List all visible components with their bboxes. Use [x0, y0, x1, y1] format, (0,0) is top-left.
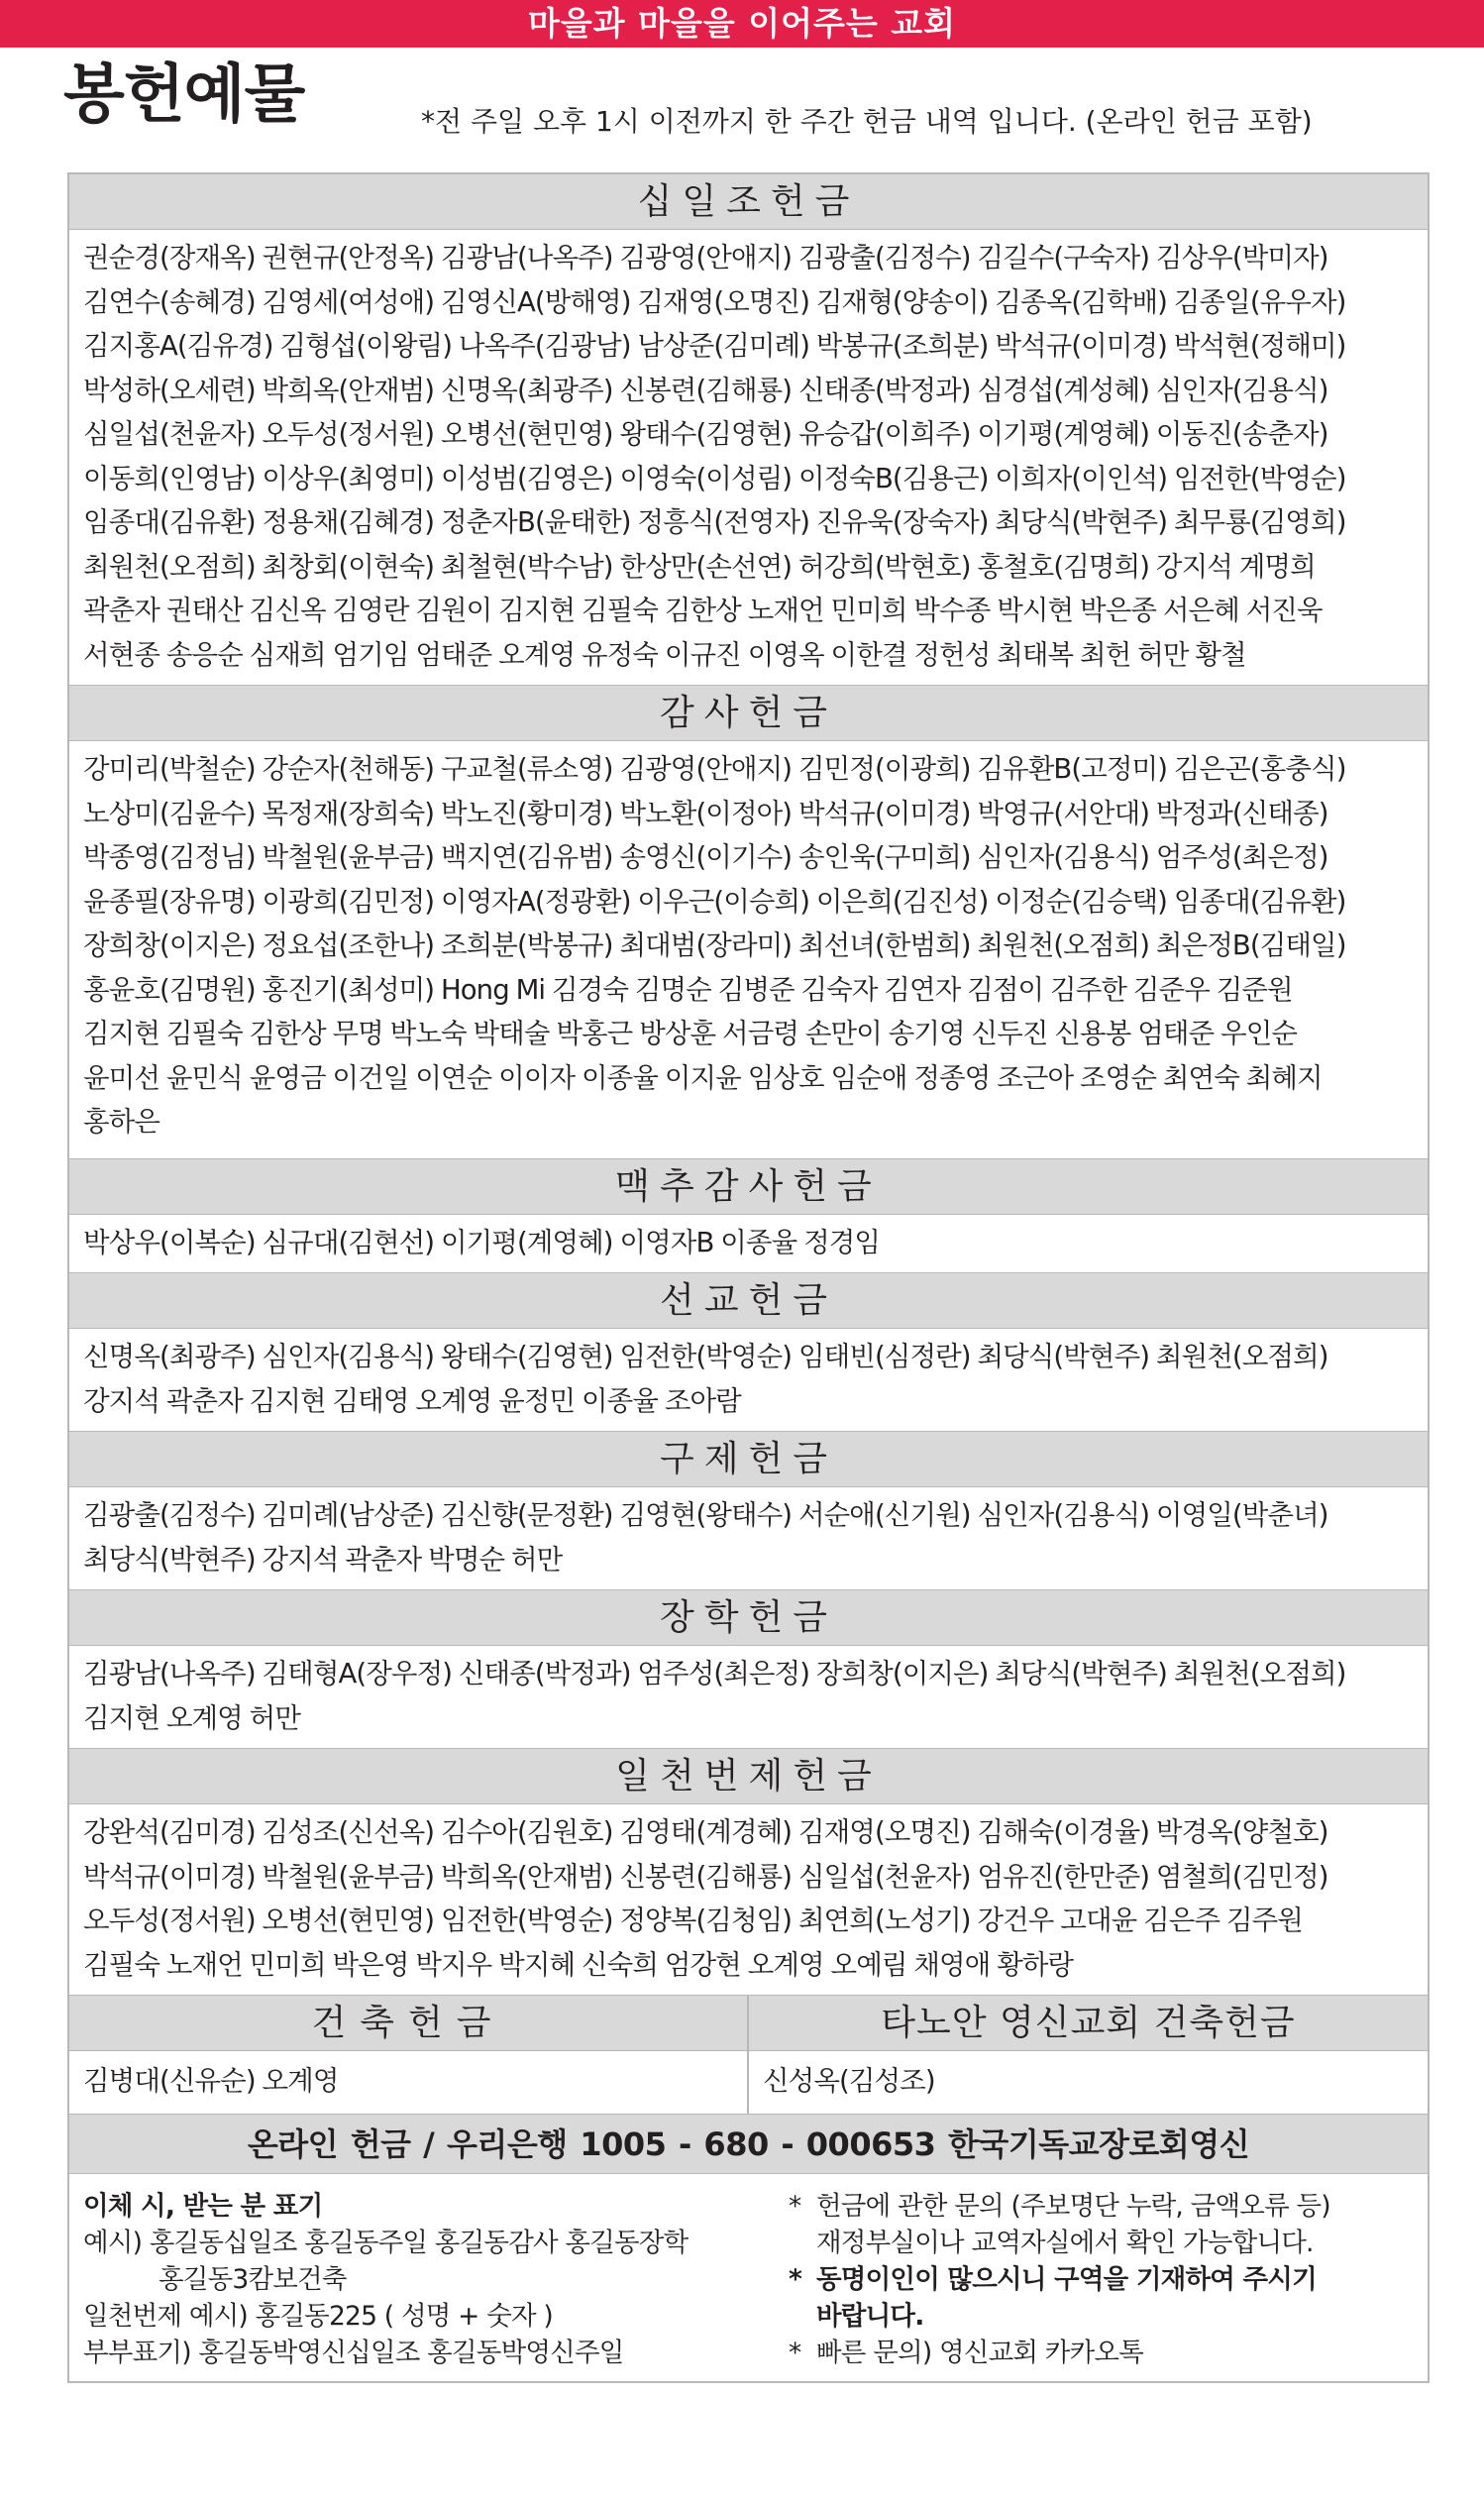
- name-line: 김지현 김필숙 김한상 무명 박노숙 박태술 박홍근 방상훈 서금령 손만이 송기영 신두진 신용봉 엄태준 우인순: [83, 1018, 1298, 1049]
- name-line: 장희창(이지은) 정요섭(조한나) 조희분(박봉규) 최대범(장라미) 최선녀(한범희) 최원천(오점희) 최은정B(김태일): [83, 929, 1346, 961]
- building-names: 김병대(신유순) 오계영: [83, 2065, 339, 2097]
- building-offering-row: [69, 1996, 1428, 2115]
- offering-notes: [789, 2188, 1414, 2371]
- section-names: [69, 741, 1428, 1159]
- name-line: 강지석 곽춘자 김지현 김태영 오계영 윤정민 이종율 조아람: [83, 1384, 741, 1417]
- name-line: 오두성(정서원) 오병선(현민영) 임전한(박영순) 정양복(김청임) 최연희(노성기) 강건우 고대윤 김은주 김주원: [83, 1905, 1303, 1936]
- note-inquiry-text: [816, 2188, 1330, 2261]
- online-offering-info: [69, 2174, 1428, 2381]
- name-line: 홍윤호(김명원) 홍진기(최성미) Hong Mi 김경숙 김명순 김병준 김숙자 김연자 김점이 김주한 김준우 김준원: [83, 973, 1293, 1006]
- name-line: 김지현 오계영 허만: [83, 1701, 301, 1734]
- transfer-guide-heading: 이체 시, 받는 분 표기: [83, 2190, 323, 2222]
- name-line: 박성하(오세련) 박희옥(안재범) 신명옥(최광주) 신봉련(김해룡) 신태종(박정과) 심경섭(계성혜) 심인자(김용식): [83, 374, 1328, 406]
- note-inquiry: [789, 2188, 1414, 2261]
- church-banner: 마을과 마을을 이어주는 교회: [0, 0, 1484, 48]
- page-subtitle: *전 주일 오후 1시 이전까지 한 주간 헌금 내역 입니다. (온라인 헌금 포함): [421, 105, 1313, 138]
- name-line: 박상우(이복순) 심규대(김현선) 이기평(계영혜) 이영자B 이종율 정경임: [83, 1226, 881, 1258]
- page-title: 봉헌예물: [63, 58, 305, 132]
- transfer-name-guide: [83, 2188, 789, 2371]
- name-line: 최당식(박현주) 강지석 곽춘자 박명순 허만: [83, 1543, 563, 1576]
- name-line: 김지홍A(김유경) 김형섭(이왕림) 나옥주(김광남) 남상준(김미례) 박봉규(조희분) 박석규(이미경) 박석현(정해미): [83, 330, 1346, 362]
- section-title: 선교헌금: [69, 1273, 1428, 1329]
- building-offering: [69, 1996, 749, 2114]
- note-inquiry-line-1: 헌금에 관한 문의 (주보명단 누락, 금액오류 등): [816, 2190, 1330, 2222]
- name-line: 이동희(인영남) 이상우(최영미) 이성범(김영은) 이영숙(이성림) 이정숙B(김용근) 이희자(이인석) 임전한(박영순): [83, 462, 1346, 494]
- note-bullet: *: [789, 2263, 802, 2295]
- online-offering-account: 온라인 헌금 / 우리은행 1005 - 680 - 000653 한국기독교장로회영신: [69, 2115, 1428, 2174]
- name-line: 김광출(김정수) 김미례(남상준) 김신향(문정환) 김영현(왕태수) 서순애(신기원) 심인자(김용식) 이영일(박춘녀): [83, 1499, 1328, 1531]
- section-names: [69, 230, 1428, 686]
- name-line: 심일섭(천윤자) 오두성(정서원) 오병선(현민영) 왕태수(김영현) 유승갑(이희주) 이기평(계영혜) 이동진(송춘자): [83, 418, 1328, 450]
- name-line: 임종대(김유환) 정용채(김혜경) 정춘자B(윤태한) 정흥식(전영자) 진유욱(장숙자) 최당식(박현주) 최무룡(김영희): [83, 506, 1346, 538]
- section-names: [69, 1487, 1428, 1590]
- note-bullet: *: [789, 2337, 801, 2368]
- note-same-name-text: [816, 2261, 1317, 2335]
- note-same-name-line-2: 바랍니다.: [816, 2300, 924, 2332]
- name-line: 강완석(김미경) 김성조(신선옥) 김수아(김원호) 김영태(계경혜) 김재영(오명진) 김해숙(이경율) 박경옥(양철호): [83, 1816, 1328, 1848]
- transfer-example-1b: 홍길동3캄보건축: [159, 2263, 347, 2295]
- note-bullet: *: [789, 2190, 801, 2222]
- name-line: 박석규(이미경) 박철원(윤부금) 박희옥(안재범) 신봉련(김해룡) 심일섭(천윤자) 엄유진(한만준) 염철희(김민정): [83, 1860, 1328, 1893]
- section-title: 십일조헌금: [69, 174, 1428, 230]
- offering-board: [67, 172, 1430, 2383]
- tanoan-building-names: 신성옥(김성조): [763, 2065, 935, 2097]
- name-line: 최원천(오점희) 최창회(이현숙) 최철현(박수남) 한상만(손선연) 허강희(박현호) 홍철호(김명희) 강지석 계명희: [83, 550, 1316, 583]
- note-kakao-text: 빠른 문의) 영신교회 카카오톡: [816, 2337, 1143, 2368]
- name-line: 윤종필(장유명) 이광희(김민정) 이영자A(정광환) 이우근(이승희) 이은희(김진성) 이정순(김승택) 임종대(김유환): [83, 885, 1346, 918]
- name-line: 곽춘자 권태산 김신옥 김영란 김원이 김지현 김필숙 김한상 노재언 민미희 박수종 박시현 박은종 서은혜 서진욱: [83, 595, 1323, 626]
- name-line: 신명옥(최광주) 심인자(김용식) 왕태수(김영현) 임전한(박영순) 임태빈(심정란) 최당식(박현주) 최원천(오점희): [83, 1341, 1328, 1372]
- name-line: 박종영(김정님) 박철원(윤부금) 백지연(김유범) 송영신(이기수) 송인욱(구미희) 심인자(김용식) 엄주성(최은정): [83, 841, 1328, 873]
- section-names: [69, 1215, 1428, 1274]
- section-names: [69, 1329, 1428, 1432]
- note-kakao: [789, 2335, 1414, 2371]
- offering-sections: [69, 174, 1428, 1996]
- transfer-example-2: 일천번제 예시) 홍길동225 ( 성명 + 숫자 ): [83, 2300, 553, 2332]
- section-title: 장학헌금: [69, 1590, 1428, 1646]
- transfer-example-1: 예시) 홍길동십일조 홍길동주일 홍길동감사 홍길동장학: [83, 2227, 689, 2258]
- section-names: [69, 1646, 1428, 1749]
- section-names: [69, 1804, 1428, 1996]
- name-line: 김필숙 노재언 민미희 박은영 박지우 박지혜 신숙희 엄강현 오계영 오예림 채영애 황하랑: [83, 1948, 1074, 1981]
- section-title: 맥추감사헌금: [69, 1159, 1428, 1215]
- name-line: 윤미선 윤민식 윤영금 이건일 이연순 이이자 이종율 이지윤 임상호 임순애 정종영 조근아 조영순 최연숙 최혜지: [83, 1061, 1323, 1094]
- name-line: 노상미(김윤수) 목정재(장희숙) 박노진(황미경) 박노환(이정아) 박석규(이미경) 박영규(서안대) 박정과(신태종): [83, 797, 1328, 829]
- name-line: 강미리(박철순) 강순자(천해동) 구교철(류소영) 김광영(안애지) 김민정(이광희) 김유환B(고정미) 김은곤(홍충식): [83, 753, 1346, 785]
- tanoan-building-offering: [749, 1996, 1428, 2114]
- section-title-building: 건축헌금: [69, 1996, 747, 2051]
- section-title-tanoan-building: 타노안 영신교회 건축헌금: [749, 1996, 1428, 2051]
- name-line: 서현종 송응순 심재희 엄기임 엄태준 오계영 유정숙 이규진 이영옥 이한결 정헌성 최태복 최헌 허만 황철: [83, 638, 1246, 671]
- note-same-name: [789, 2261, 1414, 2335]
- name-line: 김광남(나옥주) 김태형A(장우정) 신태종(박정과) 엄주성(최은정) 장희창(이지은) 최당식(박현주) 최원천(오점희): [83, 1658, 1346, 1689]
- transfer-example-3: 부부표기) 홍길동박영신십일조 홍길동박영신주일: [83, 2337, 624, 2368]
- section-title: 구제헌금: [69, 1432, 1428, 1487]
- section-title: 일천번제헌금: [69, 1749, 1428, 1804]
- note-inquiry-line-2: 재정부실이나 교역자실에서 확인 가능합니다.: [816, 2227, 1314, 2258]
- name-line: 홍하은: [83, 1106, 159, 1138]
- note-same-name-line-1: 동명이인이 많으시니 구역을 기재하여 주시기: [816, 2263, 1317, 2295]
- section-title: 감사헌금: [69, 686, 1428, 741]
- name-line: 김연수(송혜경) 김영세(여성애) 김영신A(방해영) 김재영(오명진) 김재형(양송이) 김종옥(김학배) 김종일(유우자): [83, 285, 1346, 318]
- name-line: 권순경(장재옥) 권현규(안정옥) 김광남(나옥주) 김광영(안애지) 김광출(김정수) 김길수(구숙자) 김상우(박미자): [83, 242, 1328, 273]
